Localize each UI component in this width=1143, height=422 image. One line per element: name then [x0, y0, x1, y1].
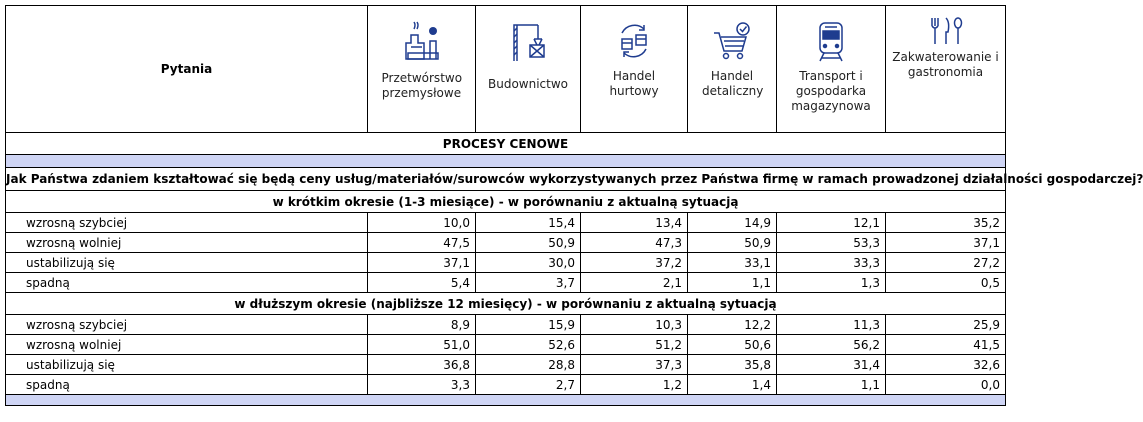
block-title: w dłuższym okresie (najbliższe 12 miesięcy) - w porównaniu z aktualną sytuacją [6, 293, 1006, 315]
cell-value: 47,5 [368, 233, 476, 253]
wholesale-boxes-icon [614, 19, 654, 63]
column-header-wholesale [581, 6, 688, 133]
row-label: wzrosną szybciej [6, 213, 368, 233]
column-header-manufacturing [368, 6, 476, 133]
cell-value: 2,1 [581, 273, 688, 293]
cell-value: 37,2 [581, 253, 688, 273]
train-icon [811, 19, 851, 63]
table-row [6, 213, 1006, 233]
cell-value: 47,3 [581, 233, 688, 253]
table-row [6, 315, 1006, 335]
header-row [6, 6, 1006, 133]
survey-table [5, 5, 1143, 406]
table-row [6, 253, 1006, 273]
question-text: Jak Państwa zdaniem kształtować się będą ceny usług/materiałów/surowców wykorzystywanych przez Państwa firmę w ramach prowadzonej działalności gospodarczej? [6, 168, 1006, 191]
accent-band [6, 395, 1006, 406]
accent-band [6, 155, 1006, 168]
column-label: Przetwórstwo przemysłowe [381, 71, 463, 100]
cell-value: 32,6 [886, 355, 1006, 375]
cell-value: 15,9 [476, 315, 581, 335]
cell-value: 51,2 [581, 335, 688, 355]
block-title: w krótkim okresie (1-3 miesiące) - w porównaniu z aktualną sytuacją [6, 191, 1006, 213]
cell-value: 30,0 [476, 253, 581, 273]
question-row [6, 168, 1006, 191]
cell-value: 3,3 [368, 375, 476, 395]
row-label: wzrosną wolniej [6, 233, 368, 253]
cell-value: 13,4 [581, 213, 688, 233]
cell-value: 37,3 [581, 355, 688, 375]
cell-value: 12,1 [777, 213, 886, 233]
cell-value: 53,3 [777, 233, 886, 253]
cell-value: 1,4 [688, 375, 777, 395]
block-title-row [6, 191, 1006, 213]
column-label: Zakwaterowanie i gastronomia [892, 50, 999, 79]
cell-value: 52,6 [476, 335, 581, 355]
cell-value: 0,0 [886, 375, 1006, 395]
cell-value: 37,1 [886, 233, 1006, 253]
row-label: spadną [6, 273, 368, 293]
row-label: ustabilizują się [6, 253, 368, 273]
cell-value: 27,2 [886, 253, 1006, 273]
table-row [6, 375, 1006, 395]
cell-value: 28,8 [476, 355, 581, 375]
cell-value: 36,8 [368, 355, 476, 375]
cell-value: 56,2 [777, 335, 886, 355]
crane-icon [508, 19, 548, 63]
cell-value: 14,9 [688, 213, 777, 233]
cell-value: 50,6 [688, 335, 777, 355]
column-label: Budownictwo [487, 77, 568, 91]
cell-value: 2,7 [476, 375, 581, 395]
table-row [6, 355, 1006, 375]
factory-icon [402, 19, 442, 63]
cell-value: 35,8 [688, 355, 777, 375]
table-row [6, 233, 1006, 253]
cell-value: 41,5 [886, 335, 1006, 355]
section-row [6, 133, 1006, 155]
cell-value: 1,1 [688, 273, 777, 293]
cell-value: 31,4 [777, 355, 886, 375]
cell-value: 8,9 [368, 315, 476, 335]
cell-value: 0,5 [886, 273, 1006, 293]
cell-value: 37,1 [368, 253, 476, 273]
column-label: Transport i gospodarka magazynowa [791, 69, 871, 113]
cell-value: 35,2 [886, 213, 1006, 233]
row-label: wzrosną szybciej [6, 315, 368, 335]
cell-value: 50,9 [476, 233, 581, 253]
cell-value: 25,9 [886, 315, 1006, 335]
block-title-row [6, 293, 1006, 315]
cell-value: 51,0 [368, 335, 476, 355]
section-title: PROCESY CENOWE [6, 133, 1006, 155]
table-row [6, 273, 1006, 293]
column-header-retail [688, 6, 777, 133]
cell-value: 1,2 [581, 375, 688, 395]
cell-value: 10,0 [368, 213, 476, 233]
cell-value: 5,4 [368, 273, 476, 293]
questions-header: Pytania [6, 6, 368, 133]
column-label: Handel hurtowy [609, 69, 659, 98]
row-label: ustabilizują się [6, 355, 368, 375]
cell-value: 1,1 [777, 375, 886, 395]
cell-value: 1,3 [777, 273, 886, 293]
cell-value: 33,1 [688, 253, 777, 273]
column-label: Handel detaliczny [702, 69, 764, 98]
cell-value: 50,9 [688, 233, 777, 253]
cell-value: 11,3 [777, 315, 886, 335]
cell-value: 15,4 [476, 213, 581, 233]
cell-value: 33,3 [777, 253, 886, 273]
table-row [6, 335, 1006, 355]
row-label: spadną [6, 375, 368, 395]
column-header-transport [777, 6, 886, 133]
shopping-cart-icon [712, 19, 752, 63]
cell-value: 12,2 [688, 315, 777, 335]
cutlery-icon [926, 16, 966, 46]
row-label: wzrosną wolniej [6, 335, 368, 355]
column-header-construction [476, 6, 581, 133]
cell-value: 3,7 [476, 273, 581, 293]
cell-value: 10,3 [581, 315, 688, 335]
column-header-accommodation [886, 6, 1006, 133]
